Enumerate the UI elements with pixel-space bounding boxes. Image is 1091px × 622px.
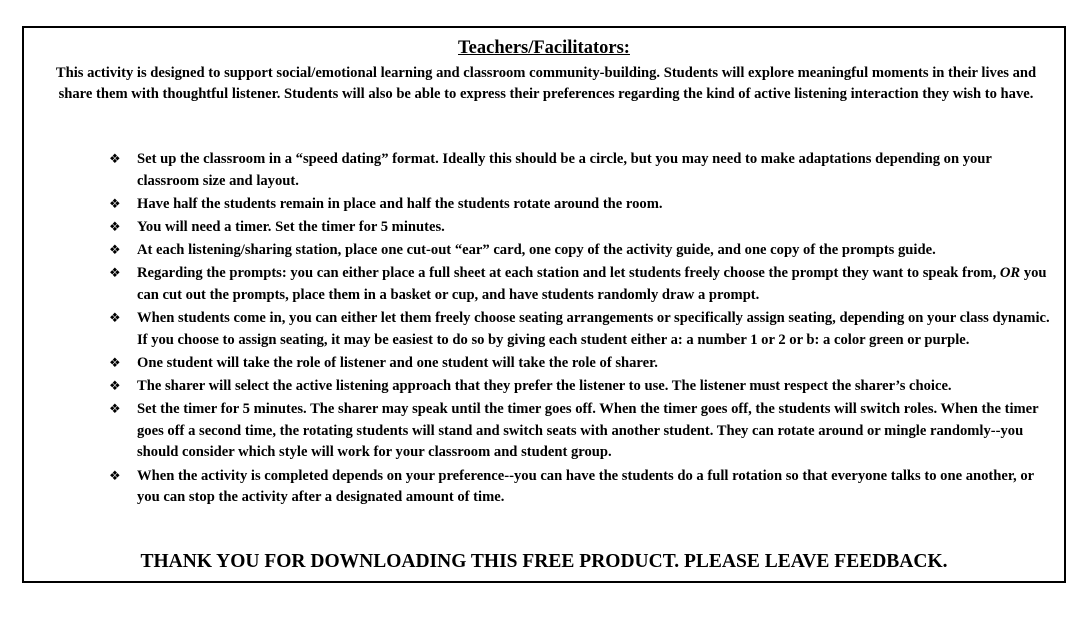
list-item: ❖ At each listening/sharing station, place one cut-out “ear” card, one copy of the activity guide, and one copy of the prompts guide.	[109, 240, 1056, 262]
list-item: ❖ Set up the classroom in a “speed dating” format. Ideally this should be a circle, but you may need to make adaptations depending on your classroom size and layout.	[109, 151, 992, 189]
list-item: ❖ You will need a timer. Set the timer for 5 minutes.	[109, 217, 1056, 239]
page-title: Teachers/Facilitators:	[458, 38, 630, 58]
list-item: ❖ When the activity is completed depends on your preference--you can have the students do a full rotation so that everyone talks to one another, or you can stop the activity after a designated amount of time.	[109, 467, 1034, 506]
diamond-bullet-icon: ❖	[109, 468, 121, 484]
list-item: ❖ The sharer will select the active listening approach that they prefer the listener to use. The listener must respect the sharer’s choice.	[109, 376, 1056, 398]
instructions-box	[22, 26, 1066, 583]
footer-message: THANK YOU FOR DOWNLOADING THIS FREE PRODUCT. PLEASE LEAVE FEEDBACK.	[140, 551, 948, 572]
diamond-bullet-icon: ❖	[109, 196, 121, 212]
diamond-bullet-icon: ❖	[109, 311, 121, 327]
diamond-bullet-icon: ❖	[109, 355, 121, 371]
diamond-bullet-icon: ❖	[109, 266, 121, 282]
diamond-bullet-icon: ❖	[109, 152, 121, 167]
diamond-bullet-icon: ❖	[109, 402, 121, 418]
emphasis-or: OR	[999, 265, 1021, 282]
list-item: ❖ Set the timer for 5 minutes. The sharer may speak until the timer goes off. When the timer goes off, the students will switch roles. When the timer goes off a second time, the rotating students will stand and switch seats with another student. They can rotate around or mingle randomly--you should consider which style will work for your classroom and student group.	[109, 401, 1039, 461]
instructions-list	[109, 149, 1056, 510]
diamond-bullet-icon: ❖	[109, 379, 121, 395]
list-item: ❖ Regarding the prompts: you can either place a full sheet at each station and let students freely choose the prompt they want to speak from, OR you can cut out the prompts, place them in a basket or cup, and have students randomly draw a prompt.	[109, 265, 1047, 303]
diamond-bullet-icon: ❖	[109, 219, 121, 235]
intro-paragraph: This activity is designed to support social/emotional learning and classroom community-building. Students will explore meaningful moments in their lives and share them with thoughtful listener. Students will also be able to express their preferences regarding the kind of active listening interaction they wish to have.	[55, 65, 1037, 102]
list-item: ❖ One student will take the role of listener and one student will take the role of sharer.	[109, 353, 1056, 375]
diamond-bullet-icon: ❖	[109, 243, 121, 259]
list-item: ❖ Have half the students remain in place and half the students rotate around the room.	[109, 194, 1056, 216]
list-item: ❖ When students come in, you can either let them freely choose seating arrangements or specifically assign seating, depending on your class dynamic. If you choose to assign seating, it may be easiest to do so by giving each student either a: a number 1 or 2 or b: a color green or purple.	[109, 310, 1050, 348]
